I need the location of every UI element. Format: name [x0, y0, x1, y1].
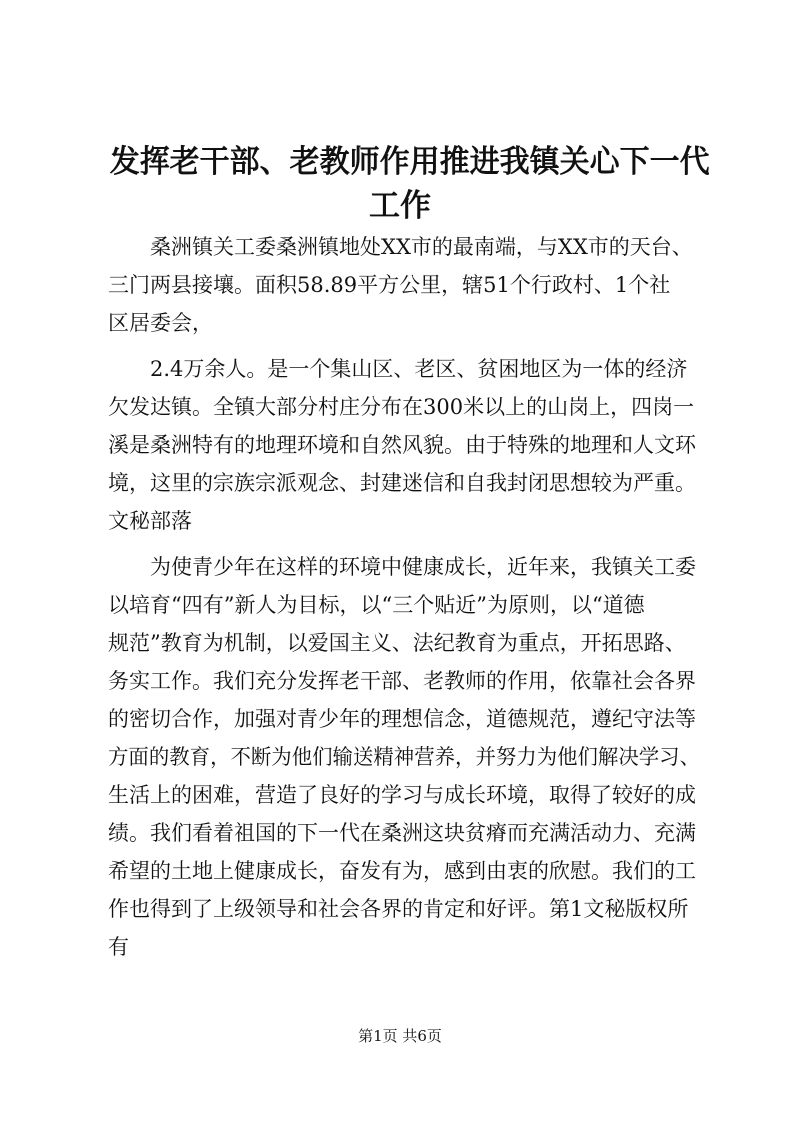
page-footer: 第1页 共6页 — [358, 1027, 442, 1045]
body-text-line: 区居委会， — [108, 311, 213, 335]
body-text-line: 的密切合作，加强对青少年的理想信念，道德规范，遵纪守法等 — [108, 707, 696, 731]
document-title-line-2: 工作 — [369, 188, 431, 224]
body-text-line: 三门两县接壤。面积58.89平方公里，辖51个行政村、1个社 — [108, 273, 671, 297]
body-text-line: 2.4万余人。是一个集山区、老区、贫困地区为一体的经济 — [150, 357, 688, 381]
body-text-line: 绩。我们看着祖国的下一代在桑洲这块贫瘠而充满活动力、充满 — [108, 821, 696, 845]
body-text-line: 规范”教育为机制，以爱国主义、法纪教育为重点，开拓思路、 — [108, 631, 686, 655]
body-text-line: 境，这里的宗族宗派观念、封建迷信和自我封闭思想较为严重。 — [108, 471, 696, 495]
body-text-line: 有 — [108, 935, 129, 959]
body-text-line: 溪是桑洲特有的地理环境和自然风貌。由于特殊的地理和人文环 — [108, 433, 696, 457]
body-text-line: 作也得到了上级领导和社会各界的肯定和好评。第1文秘版权所 — [108, 897, 689, 921]
document-title-line-1: 发挥老干部、老教师作用推进我镇关心下一代 — [109, 144, 710, 180]
body-text-line: 为使青少年在这样的环境中健康成长，近年来，我镇关工委 — [150, 555, 696, 579]
body-text-line: 方面的教育，不断为他们输送精神营养，并努力为他们解决学习、 — [108, 745, 701, 769]
body-text-line: 欠发达镇。全镇大部分村庄分布在300米以上的山岗上，四岗一 — [108, 395, 695, 419]
body-text-line: 希望的土地上健康成长，奋发有为，感到由衷的欣慰。我们的工 — [108, 859, 696, 883]
body-text-line: 桑洲镇关工委桑洲镇地处XX市的最南端，与XX市的天台、 — [150, 235, 693, 259]
body-text-line: 生活上的困难，营造了良好的学习与成长环境，取得了较好的成 — [108, 783, 696, 807]
body-text-line: 文秘部落 — [108, 509, 192, 533]
body-text-line: 务实工作。我们充分发挥老干部、老教师的作用，依靠社会各界 — [108, 669, 696, 693]
body-text-line: 以培育“四有”新人为目标，以“三个贴近”为原则，以“道德 — [108, 593, 645, 617]
